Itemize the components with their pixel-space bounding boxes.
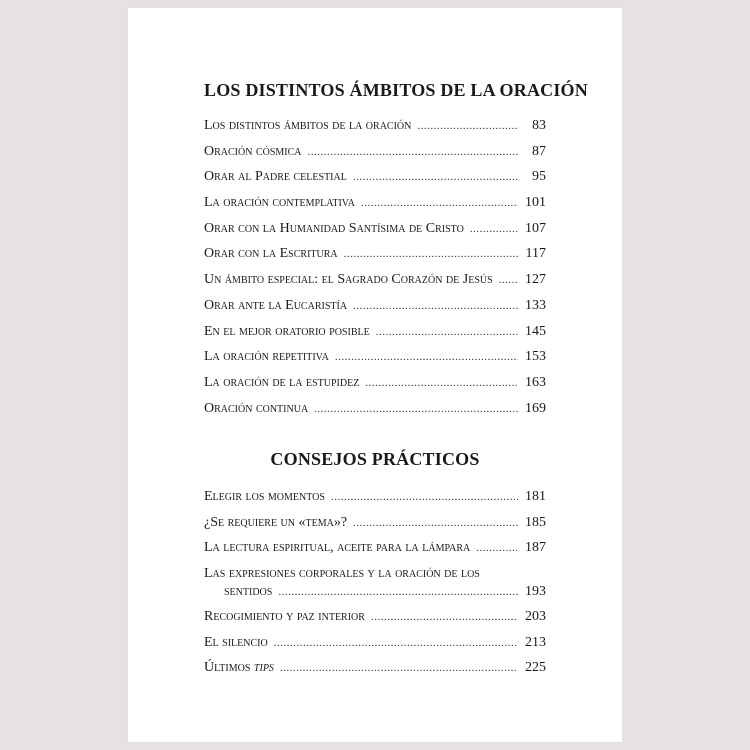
entry-label: Los distintos ámbitos de la oración — [204, 118, 412, 133]
page-number: 181 — [525, 489, 546, 504]
dot-leader — [476, 536, 518, 562]
entry-label: Oración continua — [204, 400, 309, 416]
dot-leader — [314, 397, 518, 423]
dot-leader — [499, 268, 518, 294]
toc-entry — [204, 164, 546, 190]
entry-label: Orar al Padre celestial — [204, 169, 347, 185]
entry-label: La oración repetitiva — [204, 349, 329, 365]
entry-label: Orar ante la Eucaristía — [204, 297, 348, 313]
page-number: 193 — [525, 584, 546, 600]
dot-leader — [470, 217, 518, 243]
page-number: 133 — [525, 297, 546, 313]
page-number: 163 — [525, 374, 546, 390]
toc-entry — [204, 604, 546, 630]
dot-leader — [353, 511, 518, 537]
page-number: 145 — [525, 323, 546, 339]
toc-entry — [204, 535, 546, 561]
toc-section-ambitos — [204, 80, 588, 421]
dot-leader — [308, 140, 518, 166]
entry-label-italic: tips — [253, 660, 274, 676]
toc-entry — [204, 344, 546, 370]
toc-entry — [204, 370, 546, 396]
toc-section-consejos — [204, 449, 546, 681]
dot-leader — [280, 656, 518, 682]
page-number: 127 — [525, 272, 546, 288]
dot-leader — [361, 191, 518, 217]
toc-entry — [204, 319, 546, 345]
toc-entry — [204, 484, 546, 510]
page-number: 87 — [532, 143, 546, 159]
page-number: 169 — [525, 400, 546, 416]
dot-leader — [274, 631, 518, 657]
entry-label: El silencio — [204, 634, 268, 650]
dot-leader — [371, 605, 518, 631]
dot-leader — [417, 114, 518, 140]
dot-leader — [278, 583, 518, 601]
dot-leader — [376, 320, 518, 346]
entry-label: La oración contemplativa — [204, 195, 355, 211]
book-page — [128, 8, 622, 742]
page-number: 101 — [525, 195, 546, 211]
page-number: 117 — [525, 246, 546, 262]
dot-leader — [353, 294, 518, 320]
page-number: 185 — [525, 514, 546, 530]
toc-entry — [204, 510, 546, 536]
dot-leader — [344, 242, 518, 268]
toc-entry — [204, 113, 546, 139]
toc-entry — [204, 139, 546, 165]
entry-label-continuation: sentidos — [224, 584, 273, 600]
dot-leader — [365, 371, 518, 397]
entry-label: La oración de la estupidez — [204, 374, 360, 390]
dot-leader — [335, 345, 518, 371]
page-number: 107 — [525, 220, 546, 236]
toc-entry — [204, 396, 546, 422]
entry-label: La lectura espiritual, aceite para la lámpara — [204, 540, 471, 556]
page-number: 213 — [525, 634, 546, 650]
entry-label: Oración cósmica — [204, 143, 302, 159]
toc-entry — [204, 190, 546, 216]
entry-label: Orar con la Humanidad Santísima de Cristo — [204, 220, 464, 236]
page-number: 153 — [525, 349, 546, 365]
entry-label: Elegir los momentos — [204, 489, 325, 504]
page-number: 187 — [525, 540, 546, 556]
toc-entry — [204, 216, 546, 242]
section-title: LOS DISTINTOS ÁMBITOS DE LA ORACIÓN — [204, 80, 588, 100]
entry-label-text: Últimos — [204, 660, 251, 676]
entry-label: ¿Se requiere un «tema»? — [204, 514, 348, 530]
toc-list — [204, 113, 546, 421]
toc-entry — [204, 267, 546, 293]
toc-entry — [204, 630, 546, 656]
entry-label: Las expresiones corporales y la oración de los — [204, 566, 480, 582]
page-number: 83 — [532, 118, 546, 133]
toc-list — [204, 484, 546, 681]
page-number: 95 — [532, 169, 546, 185]
toc-entry — [204, 241, 546, 267]
page-number: 203 — [525, 609, 546, 625]
toc-entry — [204, 293, 546, 319]
toc-entry — [204, 561, 546, 604]
toc-entry — [204, 655, 546, 681]
dot-leader — [331, 485, 518, 511]
page-number: 225 — [525, 660, 546, 676]
dot-leader — [353, 165, 518, 191]
entry-label: Un ámbito especial: el Sagrado Corazón de Jesús — [204, 272, 493, 288]
section-title: CONSEJOS PRÁCTICOS — [270, 449, 480, 469]
entry-label: En el mejor oratorio posible — [204, 323, 370, 339]
entry-label — [204, 655, 274, 681]
entry-label: Orar con la Escritura — [204, 246, 338, 262]
entry-label: Recogimiento y paz interior — [204, 609, 365, 625]
